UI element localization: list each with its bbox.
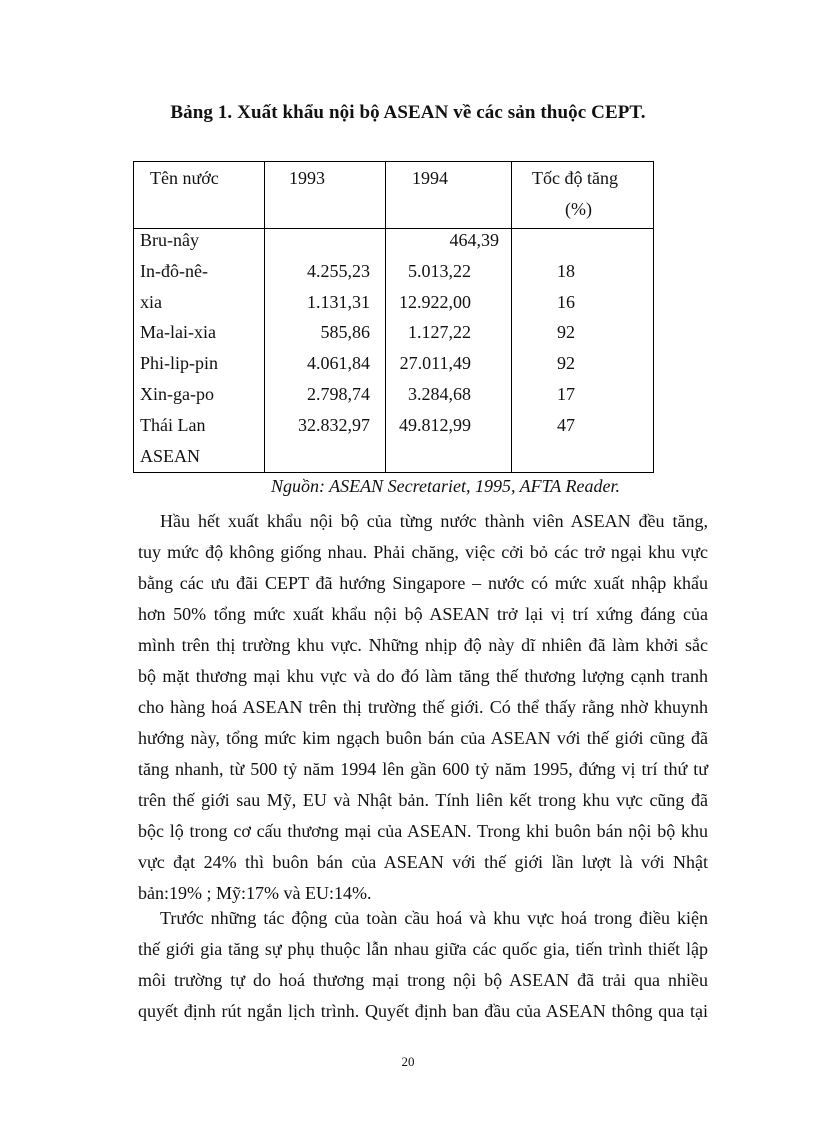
row-country: Xin-ga-po — [140, 384, 214, 404]
row-1994: 12.922,00 — [399, 292, 471, 312]
text-line: quyết định rút ngắn lịch trình. Quyết định ban đầu của ASEAN thông qua tại — [138, 1001, 708, 1021]
text-line: tăng nhanh, từ 500 tỷ năm 1994 lên gần 600 tỷ năm 1995, đứng vị trí thứ tư — [138, 759, 708, 779]
text-line: bằng các ưu đãi CEPT đã hướng Singapore – nước có mức xuất nhập khẩu — [138, 573, 708, 593]
text-line: môi trường tự do hoá thương mại trong nội bộ ASEAN đã trải qua nhiều — [138, 970, 708, 990]
row-1993: 4.061,84 — [307, 353, 370, 373]
header-1993: 1993 — [289, 168, 325, 188]
text-line: bộc lộ trong cơ cấu thương mại của ASEAN. Trong khi buôn bán nội bộ khu — [138, 821, 708, 841]
column-divider — [511, 162, 512, 472]
row-country: ASEAN — [140, 446, 201, 466]
text-line: bản:19% ; Mỹ:17% và EU:14%. — [138, 883, 372, 903]
row-1994: 27.011,49 — [399, 353, 471, 373]
export-table — [133, 161, 654, 473]
row-1993: 1.131,31 — [307, 292, 370, 312]
header-growth: Tốc độ tăng — [532, 168, 618, 188]
row-1993: 32.832,97 — [298, 415, 370, 435]
page-number: 20 — [401, 1054, 415, 1069]
text-line: thế giới gia tăng sự phụ thuộc lẫn nhau giữa các quốc gia, tiến trình thiết lập — [138, 939, 708, 959]
text-line: trên thế giới sau Mỹ, EU và Nhật bản. Tính liên kết trong khu vực cũng đã — [138, 790, 708, 810]
row-1994: 1.127,22 — [408, 322, 471, 342]
row-growth: 17 — [557, 384, 575, 404]
body-paragraph-2 — [138, 903, 708, 1027]
row-country: Bru-nây — [140, 230, 199, 250]
text-line: mình trên thị trường khu vực. Những nhịp độ này dĩ nhiên đã làm khởi sắc — [138, 635, 708, 655]
text-line: Trước những tác động của toàn cầu hoá và khu vực hoá trong điều kiện — [160, 908, 708, 928]
header-divider — [134, 228, 653, 229]
header-country: Tên nước — [150, 168, 219, 188]
row-1994: 3.284,68 — [408, 384, 471, 404]
row-country: Thái Lan — [140, 415, 206, 435]
row-1993: 4.255,23 — [307, 261, 370, 281]
row-1994: 49.812,99 — [399, 415, 471, 435]
row-1993: 2.798,74 — [307, 384, 370, 404]
header-1994: 1994 — [412, 168, 448, 188]
row-growth: 92 — [557, 322, 575, 342]
body-paragraph-1 — [138, 506, 708, 909]
column-divider — [385, 162, 386, 472]
header-growth-unit: (%) — [565, 199, 592, 219]
table-caption: Bảng 1. Xuất khẩu nội bộ ASEAN về các sản thuộc CEPT. — [170, 102, 646, 123]
table-source: Nguồn: ASEAN Secretariet, 1995, AFTA Reader. — [271, 476, 620, 496]
row-growth: 92 — [557, 353, 575, 373]
row-country: In-đô-nê- — [140, 261, 208, 281]
text-line: bộ mặt thương mại khu vực và do đó làm tăng thế thương lượng cạnh tranh — [138, 666, 708, 686]
row-growth: 16 — [557, 292, 575, 312]
text-line: vực đạt 24% thì buôn bán của ASEAN với thế giới lần lượt là với Nhật — [138, 852, 708, 872]
row-growth: 18 — [557, 261, 575, 281]
row-country: xia — [140, 292, 162, 312]
row-1994: 464,39 — [449, 230, 499, 250]
row-growth: 47 — [557, 415, 575, 435]
text-line: hơn 50% tổng mức xuất khẩu nội bộ ASEAN trở lại vị trí xứng đáng của — [138, 604, 708, 624]
text-line: hướng này, tổng mức kim ngạch buôn bán của ASEAN với thế giới cũng đã — [138, 728, 708, 748]
row-1994: 5.013,22 — [408, 261, 471, 281]
text-line: Hầu hết xuất khẩu nội bộ của từng nước thành viên ASEAN đều tăng, — [160, 511, 708, 531]
column-divider — [264, 162, 265, 472]
row-country: Ma-lai-xia — [140, 322, 216, 342]
row-1993: 585,86 — [320, 322, 370, 342]
row-country: Phi-lip-pin — [140, 353, 219, 373]
text-line: tuy mức độ không giống nhau. Phải chăng, việc cởi bỏ các trở ngại khu vực — [138, 542, 708, 562]
text-line: cho hàng hoá ASEAN trên thị trường thế giới. Có thể thấy rằng nhờ khuynh — [138, 697, 708, 717]
